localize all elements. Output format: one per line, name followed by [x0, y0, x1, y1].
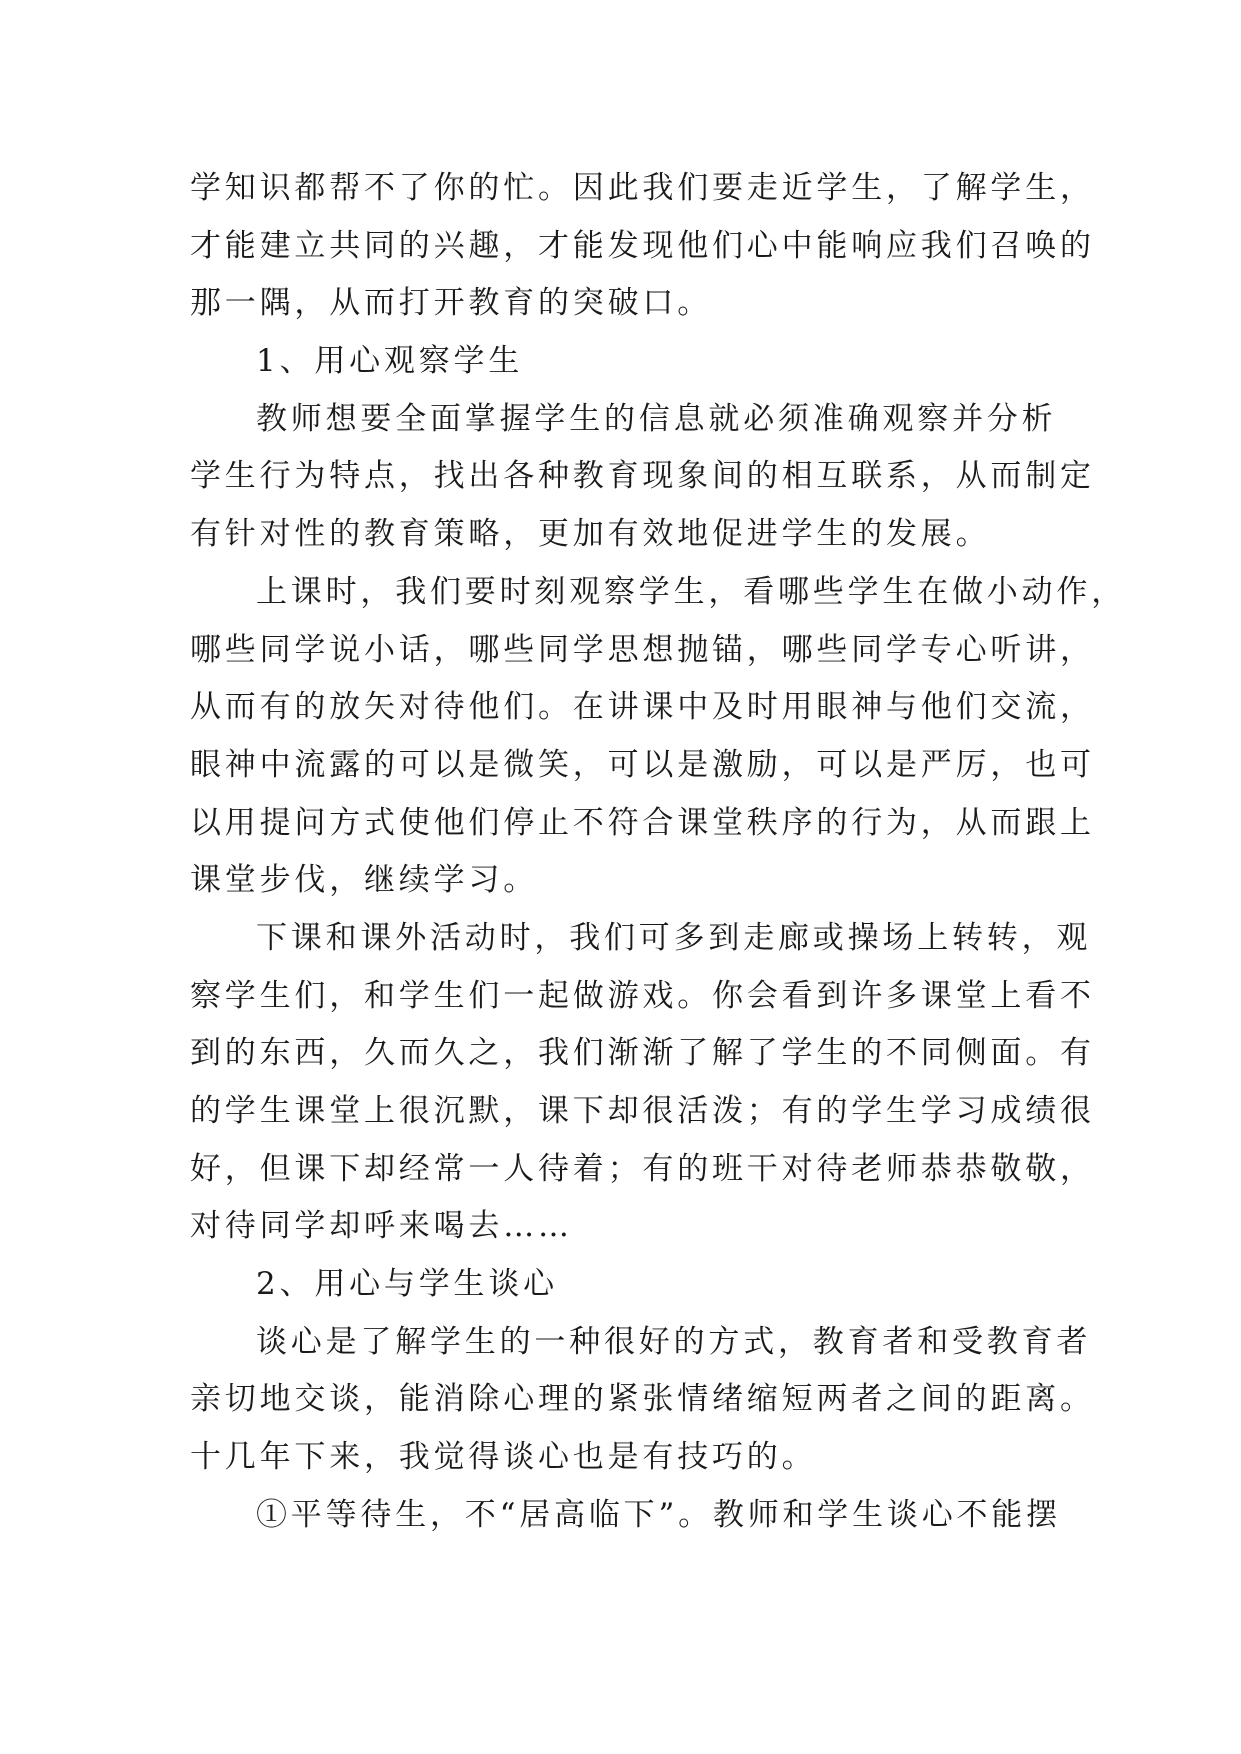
text-line: 察学生们，和学生们一起做游戏。你会看到许多课堂上看不: [190, 977, 1095, 1014]
paragraph-start: 教师想要全面掌握学生的信息就必须准确观察并分析: [256, 400, 1057, 437]
text-line: 对待同学却呼来喝去……: [190, 1208, 573, 1245]
body-text: [190, 160, 1126, 1545]
paragraph-start: 上课时，我们要时刻观察学生，看哪些学生在做小动作，: [256, 573, 1126, 610]
text-line: 课堂步伐，继续学习。: [190, 862, 538, 899]
text-line: 才能建立共同的兴趣，才能发现他们心中能响应我们召唤的: [190, 227, 1095, 264]
text-line: 以用提问方式使他们停止不符合课堂秩序的行为，从而跟上: [190, 804, 1095, 841]
paragraph-start: 谈心是了解学生的一种很好的方式，教育者和受教育者: [256, 1323, 1092, 1360]
text-line: 从而有的放矢对待他们。在讲课中及时用眼神与他们交流，: [190, 689, 1095, 726]
text-line: 好，但课下却经常一人待着；有的班干对待老师恭恭敬敬，: [190, 1150, 1095, 1187]
text-line: 那一隅，从而打开教育的突破口。: [190, 285, 712, 322]
paragraph-start: 下课和课外活动时，我们可多到走廊或操场上转转，观: [256, 919, 1092, 956]
text-line: 眼神中流露的可以是微笑，可以是激励，可以是严厉，也可: [190, 746, 1095, 783]
text-line: 到的东西，久而久之，我们渐渐了解了学生的不同侧面。有: [190, 1035, 1095, 1072]
text-line: 学生行为特点，找出各种教育现象间的相互联系，从而制定: [190, 458, 1095, 495]
text-line: 的学生课堂上很沉默，课下却很活泼；有的学生学习成绩很: [190, 1093, 1095, 1129]
section-heading: 1、用心观察学生: [256, 343, 524, 380]
text-line: 有针对性的教育策略，更加有效地促进学生的发展。: [190, 516, 991, 553]
text-line: 亲切地交谈，能消除心理的紧张情绪缩短两者之间的距离。: [190, 1381, 1095, 1418]
paragraph-start: ①平等待生，不“居高临下”。教师和学生谈心不能摆: [256, 1496, 1061, 1533]
text-line: 学知识都帮不了你的忙。因此我们要走近学生，了解学生，: [190, 170, 1095, 206]
text-line: 十几年下来，我觉得谈心也是有技巧的。: [190, 1439, 817, 1476]
section-heading: 2、用心与学生谈心: [256, 1266, 558, 1303]
text-line: 哪些同学说小话，哪些同学思想抛锚，哪些同学专心听讲，: [190, 631, 1095, 668]
